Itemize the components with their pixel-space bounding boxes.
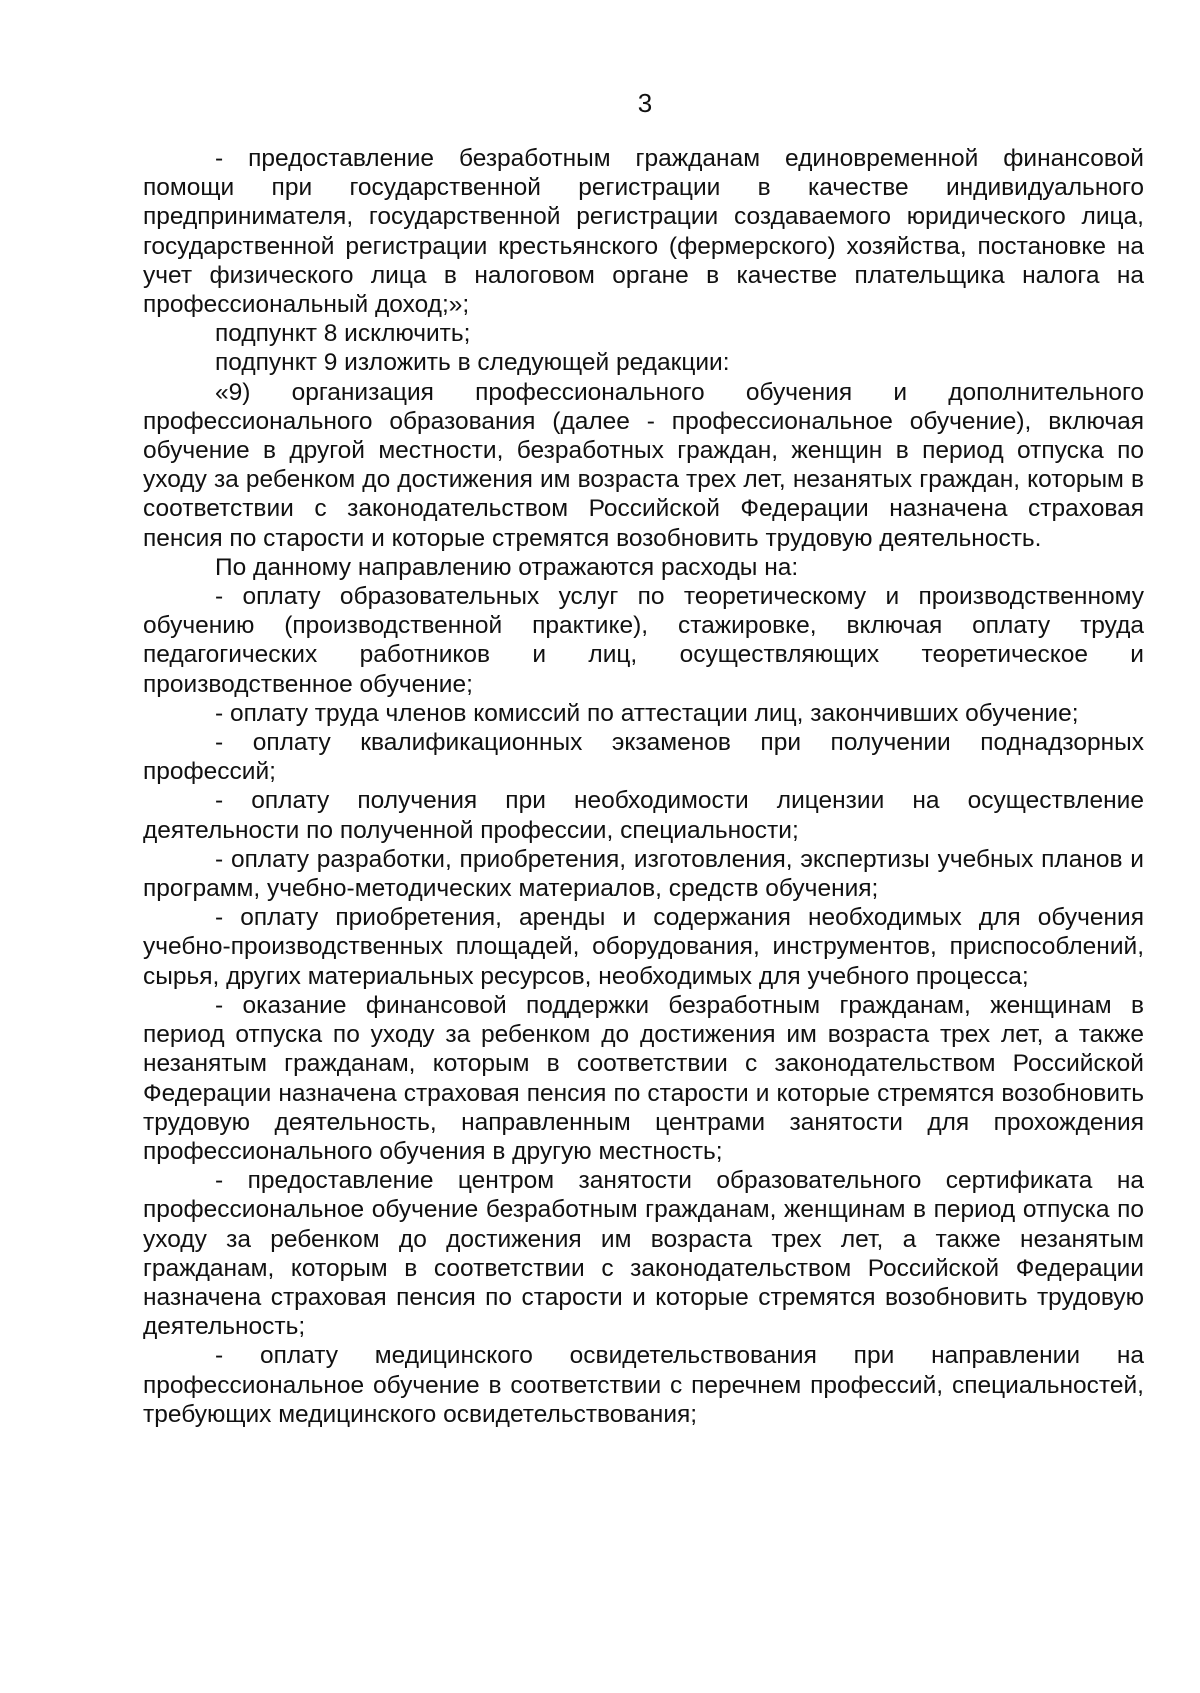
paragraph: подпункт 8 исключить; xyxy=(215,320,471,348)
paragraph: - оплату приобретения, аренды и содержания необходимых для обучения учебно-производственных площадей, оборудования, инструментов, приспособлений, сырья, других материальных ресурсов, необходимых для учебного процесса; xyxy=(143,904,1144,990)
paragraph: По данному направлению отражаются расходы на: xyxy=(215,553,799,581)
paragraph: - оказание финансовой поддержки безработным гражданам, женщинам в период отпуска по уходу за ребенком до достижения им возраста трех лет, а также незанятым гражданам, которым в соответствии с законодательством Российской Федерации назначена страховая пенсия по старости и которые стремятся возобновить трудовую деятельность, направленным центрами занятости для прохождения профессионального обучения в другую местность; xyxy=(143,991,1144,1165)
document-body xyxy=(143,144,1144,1429)
paragraph: - оплату разработки, приобретения, изготовления, экспертизы учебных планов и программ, учебно-методических материалов, средств обучения; xyxy=(143,845,1144,903)
paragraph: «9) организация профессионального обучения и дополнительного профессионального образования (далее - профессиональное обучение), включая обучение в другой местности, безработных граждан, женщин в период отпуска по уходу за ребенком до достижения им возраста трех лет, незанятых граждан, которым в соответствии с законодательством Российской Федерации назначена страховая пенсия по старости и которые стремятся возобновить трудовую деятельность. xyxy=(143,378,1144,552)
paragraph: - оплату квалификационных экзаменов при получении поднадзорных профессий; xyxy=(143,729,1144,786)
paragraph: подпункт 9 изложить в следующей редакции: xyxy=(215,349,730,377)
paragraph: - предоставление центром занятости образовательного сертификата на профессиональное обучение безработным гражданам, женщинам в период отпуска по уходу за ребенком до достижения им возраста трех лет, а также незанятым гражданам, которым в соответствии с законодательством Российской Федерации назначена страховая пенсия по старости и которые стремятся возобновить трудовую деятельность; xyxy=(143,1167,1144,1341)
paragraph: - оплату получения при необходимости лицензии на осуществление деятельности по полученной профессии, специальности; xyxy=(143,787,1144,844)
paragraph: - предоставление безработным гражданам единовременной финансовой помощи при государственной регистрации в качестве индивидуального предпринимателя, государственной регистрации создаваемого юридического лица, государственной регистрации крестьянского (фермерского) хозяйства, постановке на учет физического лица в налоговом органе в качестве плательщика налога на профессиональный доход;»; xyxy=(143,145,1144,319)
paragraph: - оплату образовательных услуг по теоретическому и производственному обучению (производственной практике), стажировке, включая оплату труда педагогических работников и лиц, осуществляющих теоретическое и производственное обучение; xyxy=(143,583,1144,698)
page-number: 3 xyxy=(637,88,653,118)
paragraph: - оплату медицинского освидетельствования при направлении на профессиональное обучение в соответствии с перечнем профессий, специальностей, требующих медицинского освидетельствования; xyxy=(143,1342,1144,1428)
paragraph: - оплату труда членов комиссий по аттестации лиц, закончивших обучение; xyxy=(215,699,1079,727)
